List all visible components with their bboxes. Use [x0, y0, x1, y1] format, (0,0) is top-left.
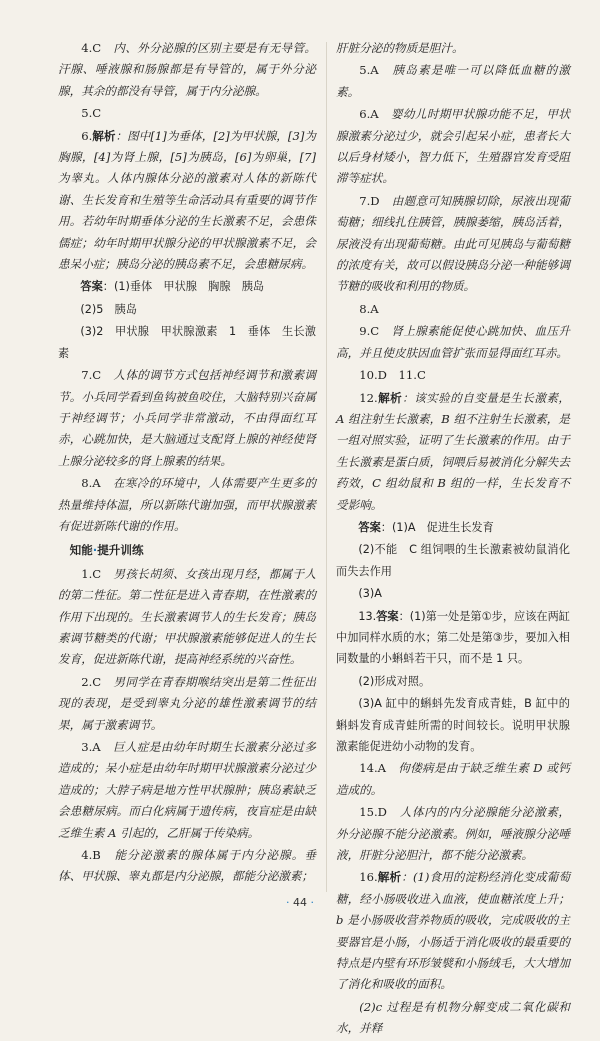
- answer-4-continued: 肝脏分泌的物质是胆汁。: [336, 41, 464, 55]
- training-answer-2: 2.C 男同学在青春期喉结突出是第二性征出现的表现，是受到睾丸分泌的雄性激素调节的结果，属于激素调节。: [58, 674, 316, 732]
- answer-8: 8.A 在寒冷的环境中，人体需要产生更多的热量维持体温，所以新陈代谢加强，而甲状腺激素有促进新陈代谢的作用。: [58, 476, 316, 533]
- training-answer-1: 1.C 男孩长胡须、女孩出现月经，都属于人的第二性征。第二性征是进入青春期，在性激素的作用下出现的。生长激素调节人的生长发育；胰岛素调节糖类的代谢；甲状腺激素能够促进人的生长发育，促进新陈代谢，提高神经系统的兴奋性。: [58, 566, 316, 667]
- section-heading: 知能·提升训练: [69, 543, 144, 558]
- training-answer-8: 8.A: [359, 301, 379, 316]
- right-column: [336, 38, 570, 1041]
- training-answer-12-part-3: (3)A: [358, 587, 382, 601]
- answer-6-part-3: (3)2 甲状腺 甲状腺激素 1 垂体 生长激素: [58, 325, 316, 360]
- column-divider: [326, 42, 327, 892]
- training-answer-6: 6.A 婴幼儿时期甲状腺功能不足，甲状腺激素分泌过少，就会引起呆小症，患者长大以后身材矮小，智力低下，生殖器官发育受阻滞等症状。: [336, 107, 570, 186]
- answer-7: 7.C 人体的调节方式包括神经调节和激素调节。小兵同学看到鱼钩被鱼咬住，大脑特别兴奋属于神经调节；小兵同学非常激动，不由得面红耳赤，心跳加快，是大脑通过支配肾上腺的神经使肾上腺分泌较多的肾上腺素的结果。: [58, 368, 316, 468]
- training-answer-15: 15.D 人体内的内分泌腺能分泌激素，外分泌腺不能分泌激素。例如，唾液腺分泌唾液，肝脏分泌胆汁，都不能分泌激素。: [336, 805, 570, 863]
- training-answer-16-explanation: 16.解析：(1)食用的淀粉经消化变成葡萄糖，经小肠吸收进入血液，使血糖浓度上升；b 是小肠吸收营养物质的吸收，完成吸收的主要器官是小肠，小肠适于消化吸收的最重要的特点是内壁有环形皱襞和小肠绒毛，大大增加了消化和吸收的面积。: [336, 870, 570, 992]
- answer-6-part-2: (2)5 胰岛: [80, 302, 137, 316]
- answer-6-explanation: 6.解析：图中[1]为垂体，[2]为甲状腺，[3]为胸腺，[4]为肾上腺，[5]为胰岛，[6]为卵巢，[7]为睾丸。人体内腺体分泌的激素对人体的新陈代谢、生长发育和生殖等生命活动具有重要的调节作用。若幼年时期垂体分泌的生长激素不足，会患侏儒症；幼年时期甲状腺分泌的甲状腺激素不足，会患呆小症；胰岛分泌的胰岛素不足，会患糖尿病。: [58, 128, 316, 272]
- training-answer-9: 9.C 肾上腺素能促使心跳加快、血压升高，并且使皮肤因血管扩张而显得面红耳赤。: [336, 324, 570, 360]
- answer-6-result: 答案：(1)垂体 甲状腺 胸腺 胰岛: [80, 280, 265, 294]
- training-answer-16-part-2: (2)c 过程是有机物分解变成二氧化碳和水，并释: [336, 999, 570, 1036]
- training-answer-13-part-3: (3)A 缸中的蝌蚪先发育成青蛙，B 缸中的蝌蚪发育成青蛙所需的时间较长。说明甲状腺激素能促进幼小动物的发育。: [336, 697, 570, 753]
- answer-5: 5.C: [81, 106, 102, 121]
- training-answer-3: 3.A 巨人症是由幼年时期生长激素分泌过多造成的；呆小症是由幼年时期甲状腺激素分泌过少造成的；大脖子病是地方性甲状腺肿；胰岛素缺乏会患糖尿病。而白化病属于遗传病，夜盲症是由缺乏维生素 A 引起的，乙肝属于传染病。: [58, 740, 316, 840]
- page-number: · 44 ·: [286, 896, 314, 909]
- answer-4: 4.C 内、外分泌腺的区别主要是有无导管。汗腺、唾液腺和肠腺都是有导管的，属于外分泌腺，其余的都没有导管，属于内分泌腺。: [58, 41, 316, 98]
- training-answer-12-part-2: (2)不能 C 组饲喂的生长激素被幼鼠消化而失去作用: [336, 543, 570, 578]
- training-answer-10-11: 10.D 11.C: [359, 368, 426, 383]
- training-answer-13-part-2: (2)形成对照。: [358, 674, 431, 688]
- training-answer-4: 4.B 能分泌激素的腺体属于内分泌腺。垂体、甲状腺、睾丸都是内分泌腺，都能分泌激素；: [58, 848, 316, 884]
- left-column: [58, 38, 316, 889]
- training-answer-7: 7.D 由题意可知胰腺切除，尿液出现葡萄糖；细线扎住胰管，胰腺萎缩，胰岛活着，尿液没有出现葡萄糖。由此可见胰岛与葡萄糖的浓度有关，故可以假设胰岛分泌一种能够调节糖的吸收和利用的物质。: [336, 193, 570, 294]
- training-answer-14: 14.A 佝偻病是由于缺乏维生素 D 或钙造成的。: [336, 761, 570, 797]
- training-answer-12-result: 答案：(1)A 促进生长发育: [358, 520, 494, 534]
- training-answer-5: 5.A 胰岛素是唯一可以降低血糖的激素。: [336, 63, 570, 99]
- training-answer-13: 13.答案：(1)第一处是第①步，应该在两缸中加同样水质的水；第二处是第③步，要加入相同数量的小蝌蚪若干只，而不是 1 只。: [336, 609, 570, 666]
- training-answer-12-explanation: 12.解析：该实验的自变量是生长激素，A 组注射生长激素，B 组不注射生长激素，是一组对照实验，证明了生长激素的作用。由于生长激素是蛋白质，饲喂后易被消化分解失去药效，C 组幼鼠和 B 组的一样，生长发育不受影响。: [336, 390, 570, 512]
